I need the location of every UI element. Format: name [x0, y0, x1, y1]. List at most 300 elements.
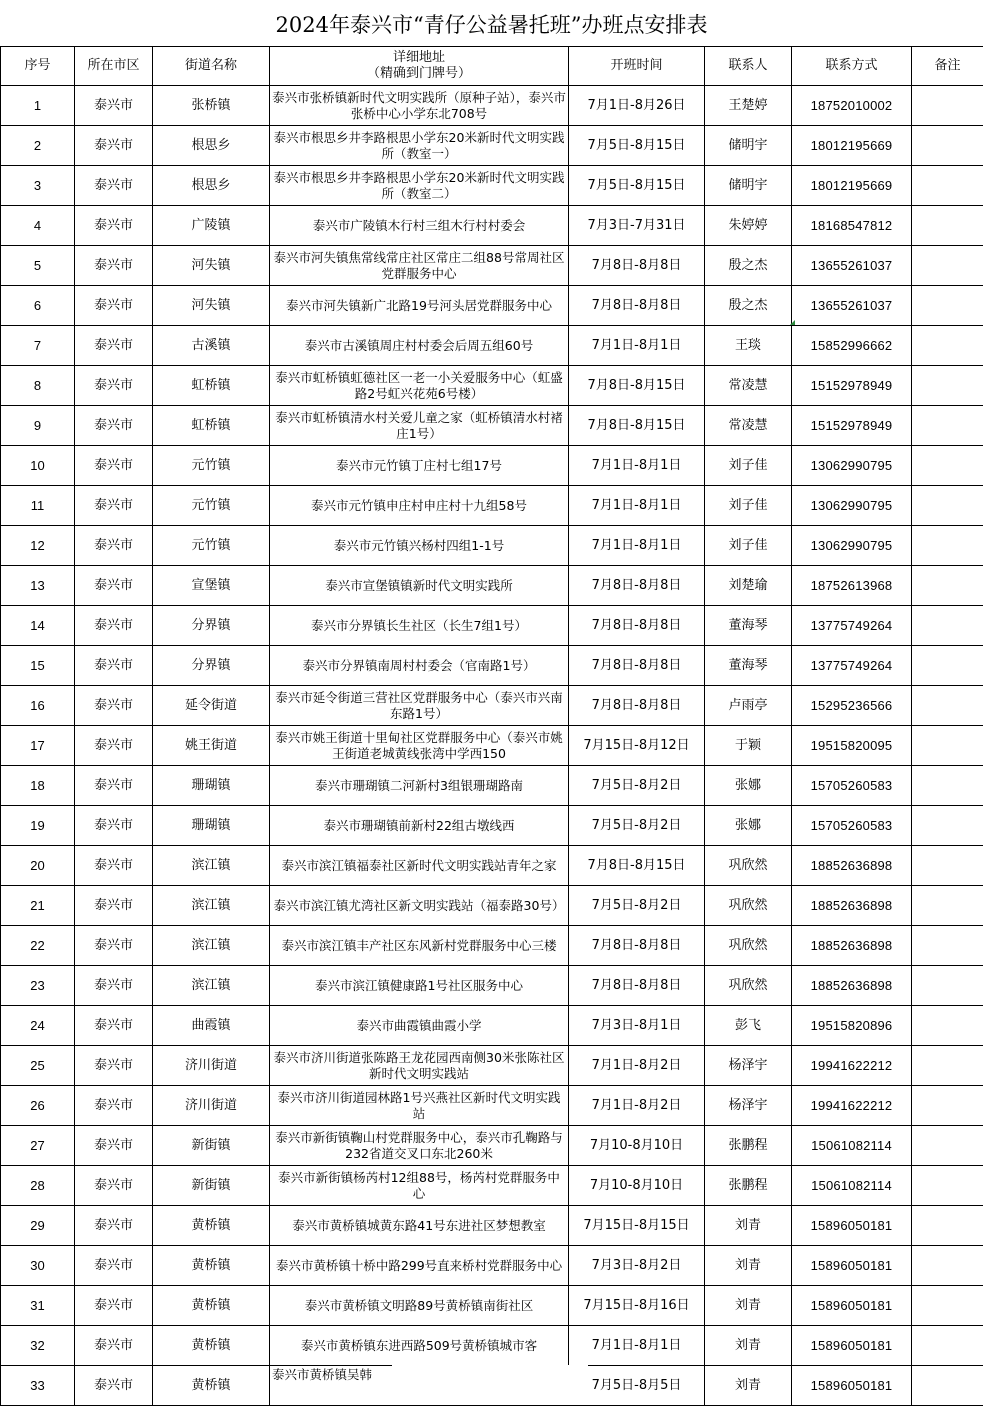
- table-row: [1, 886, 983, 926]
- header-time: 开班时间: [569, 47, 705, 86]
- cell-city: 泰兴市: [75, 406, 153, 446]
- cell-note: [912, 1126, 983, 1166]
- cell-note: [912, 1166, 983, 1206]
- cell-phone: 15152978949: [792, 406, 912, 446]
- cell-time: 7月15日-8月12日: [569, 726, 705, 766]
- cell-city: 泰兴市: [75, 286, 153, 326]
- cell-address: [270, 406, 569, 446]
- cell-time: 7月8日-8月8日: [569, 566, 705, 606]
- cell-phone: 18012195669: [792, 126, 912, 166]
- cell-city: 泰兴市: [75, 1006, 153, 1046]
- address-text: 泰兴市分界镇长生社区（长生7组1号）: [272, 618, 566, 634]
- cell-contact: 常凌慧: [705, 406, 792, 446]
- cell-no: 32: [1, 1326, 75, 1366]
- cell-note: [912, 1206, 983, 1246]
- cell-street: 姚王街道: [153, 726, 270, 766]
- address-text: 泰兴市济川街道张陈路王龙花园西南侧30米张陈社区新时代文明实践站: [272, 1050, 566, 1082]
- cell-street: 新街镇: [153, 1126, 270, 1166]
- cell-comment-marker: [790, 320, 795, 325]
- cell-address: [270, 766, 569, 806]
- cell-no: 33: [1, 1366, 75, 1406]
- cell-phone: 15896050181: [792, 1326, 912, 1366]
- cell-street: 张桥镇: [153, 86, 270, 126]
- cell-city: 泰兴市: [75, 246, 153, 286]
- cell-address: [270, 726, 569, 766]
- cell-phone: 15705260583: [792, 806, 912, 846]
- header-address: [270, 47, 569, 86]
- header-phone: 联系方式: [792, 47, 912, 86]
- table-row: [1, 366, 983, 406]
- cell-time: 7月1日-8月26日: [569, 86, 705, 126]
- cell-no: 11: [1, 486, 75, 526]
- cell-contact: 于颖: [705, 726, 792, 766]
- header-row: [1, 47, 983, 86]
- cell-contact: 卢雨亭: [705, 686, 792, 726]
- cell-city: 泰兴市: [75, 126, 153, 166]
- cell-contact: 刘子佳: [705, 446, 792, 486]
- cell-phone: 13062990795: [792, 446, 912, 486]
- cell-time: 7月1日-8月2日: [569, 1046, 705, 1086]
- cell-street: 黄桥镇: [153, 1286, 270, 1326]
- table-row: [1, 1006, 983, 1046]
- cell-phone: 15852996662: [792, 326, 912, 366]
- table-row: [1, 1046, 983, 1086]
- cell-phone: 15705260583: [792, 766, 912, 806]
- cell-phone: 19941622212: [792, 1046, 912, 1086]
- cell-no: 9: [1, 406, 75, 446]
- table-row: [1, 206, 983, 246]
- cell-street: 分界镇: [153, 646, 270, 686]
- cell-note: [912, 1006, 983, 1046]
- cell-note: [912, 286, 983, 326]
- cell-city: 泰兴市: [75, 646, 153, 686]
- cell-address: [270, 126, 569, 166]
- cell-note: [912, 86, 983, 126]
- table-row: [1, 926, 983, 966]
- cell-note: [912, 206, 983, 246]
- cell-no: 1: [1, 86, 75, 126]
- cell-city: 泰兴市: [75, 1126, 153, 1166]
- address-text: 泰兴市河失镇焦常线常庄社区常庄二组88号常周社区党群服务中心: [272, 250, 566, 282]
- cell-city: 泰兴市: [75, 1086, 153, 1126]
- cell-phone: 15896050181: [792, 1366, 912, 1406]
- address-text: 泰兴市河失镇新广北路19号河头居党群服务中心: [272, 298, 566, 314]
- cell-time: 7月8日-8月8日: [569, 646, 705, 686]
- cell-time: 7月10-8月10日: [569, 1126, 705, 1166]
- cell-address: [270, 1006, 569, 1046]
- cell-phone: 19941622212: [792, 1086, 912, 1126]
- cell-city: 泰兴市: [75, 1366, 153, 1406]
- cell-no: 22: [1, 926, 75, 966]
- cell-note: [912, 1046, 983, 1086]
- cell-phone: 19515820095: [792, 726, 912, 766]
- cell-city: 泰兴市: [75, 566, 153, 606]
- cell-time: 7月15日-8月16日: [569, 1286, 705, 1326]
- address-text: 泰兴市张桥镇新时代文明实践所（原种子站），泰兴市张桥中心小学东北708号: [272, 90, 566, 122]
- address-text: 泰兴市根思乡井李路根思小学东20米新时代文明实践所（教室一）: [272, 130, 566, 162]
- cell-note: [912, 766, 983, 806]
- cell-time: 7月5日-8月5日: [569, 1366, 705, 1406]
- cell-street: 河失镇: [153, 286, 270, 326]
- cell-no: 16: [1, 686, 75, 726]
- address-text: 泰兴市黄桥镇城黄东路41号东进社区梦想教室: [272, 1218, 566, 1234]
- cell-phone: 13655261037: [792, 246, 912, 286]
- cell-contact: 刘青: [705, 1286, 792, 1326]
- cell-street: 黄桥镇: [153, 1366, 270, 1406]
- cell-time: 7月5日-8月2日: [569, 766, 705, 806]
- cell-phone: 15295236566: [792, 686, 912, 726]
- cell-contact: 巩欣然: [705, 886, 792, 926]
- cell-phone: 13775749264: [792, 606, 912, 646]
- cell-time: 7月5日-8月2日: [569, 886, 705, 926]
- cell-note: [912, 806, 983, 846]
- cell-phone: 18852636898: [792, 926, 912, 966]
- cell-no: 25: [1, 1046, 75, 1086]
- table-row: [1, 726, 983, 766]
- cell-no: 14: [1, 606, 75, 646]
- cell-address: [270, 926, 569, 966]
- cell-time: 7月1日-8月1日: [569, 526, 705, 566]
- cell-address: [270, 566, 569, 606]
- cell-no: 6: [1, 286, 75, 326]
- cell-city: 泰兴市: [75, 1166, 153, 1206]
- table-row: [1, 1246, 983, 1286]
- cell-no: 7: [1, 326, 75, 366]
- cell-note: [912, 366, 983, 406]
- cell-time: 7月1日-8月1日: [569, 326, 705, 366]
- cell-phone: 18012195669: [792, 166, 912, 206]
- cell-street: 元竹镇: [153, 526, 270, 566]
- cell-address: [270, 886, 569, 926]
- address-text: 泰兴市宣堡镇镇新时代文明实践所: [272, 578, 566, 594]
- cell-no: 19: [1, 806, 75, 846]
- address-text: 泰兴市滨江镇丰产社区东风新村党群服务中心三楼: [272, 938, 566, 954]
- table-row: [1, 1326, 983, 1366]
- cell-note: [912, 406, 983, 446]
- cell-street: 宣堡镇: [153, 566, 270, 606]
- header-street: 街道名称: [153, 47, 270, 86]
- address-text: 泰兴市济川街道园林路1号兴燕社区新时代文明实践站: [272, 1090, 566, 1122]
- cell-contact: 刘青: [705, 1326, 792, 1366]
- table-row: [1, 126, 983, 166]
- cell-address: [270, 366, 569, 406]
- cell-phone: 15152978949: [792, 366, 912, 406]
- cell-city: 泰兴市: [75, 166, 153, 206]
- cell-time: 7月8日-8月8日: [569, 926, 705, 966]
- table-row: [1, 846, 983, 886]
- cell-address: [270, 1206, 569, 1246]
- cell-phone: 18852636898: [792, 846, 912, 886]
- cell-time: 7月1日-8月1日: [569, 446, 705, 486]
- table-row: [1, 286, 983, 326]
- cell-note: [912, 326, 983, 366]
- cell-contact: 张鹏程: [705, 1126, 792, 1166]
- cell-no: 17: [1, 726, 75, 766]
- cell-time: 7月8日-8月8日: [569, 686, 705, 726]
- cell-city: 泰兴市: [75, 326, 153, 366]
- cell-time: 7月8日-8月8日: [569, 966, 705, 1006]
- cell-street: 滨江镇: [153, 966, 270, 1006]
- cell-no: 30: [1, 1246, 75, 1286]
- cell-contact: 董海琴: [705, 606, 792, 646]
- cell-time: 7月8日-8月8日: [569, 246, 705, 286]
- cell-street: 滨江镇: [153, 846, 270, 886]
- cell-time: 7月1日-8月2日: [569, 1086, 705, 1126]
- cell-phone: 15896050181: [792, 1246, 912, 1286]
- schedule-table: [0, 46, 983, 1406]
- cell-city: 泰兴市: [75, 1326, 153, 1366]
- cell-time: 7月1日-8月1日: [569, 486, 705, 526]
- cell-city: 泰兴市: [75, 926, 153, 966]
- cell-address: [270, 966, 569, 1006]
- cell-no: 29: [1, 1206, 75, 1246]
- address-text: 泰兴市元竹镇申庄村申庄村十九组58号: [272, 498, 566, 514]
- cell-phone: 13655261037: [792, 286, 912, 326]
- cell-phone: 18852636898: [792, 966, 912, 1006]
- cell-note: [912, 446, 983, 486]
- cell-no: 13: [1, 566, 75, 606]
- cell-note: [912, 966, 983, 1006]
- cell-contact: 储明宇: [705, 126, 792, 166]
- cell-time: 7月8日-8月8日: [569, 606, 705, 646]
- cell-contact: 刘楚瑜: [705, 566, 792, 606]
- cell-note: [912, 1286, 983, 1326]
- cell-address: [270, 646, 569, 686]
- cell-phone: 13775749264: [792, 646, 912, 686]
- cell-note: [912, 1246, 983, 1286]
- cell-street: 滨江镇: [153, 926, 270, 966]
- cell-phone: 19515820896: [792, 1006, 912, 1046]
- cell-address: [270, 1046, 569, 1086]
- cell-city: 泰兴市: [75, 686, 153, 726]
- cell-street: 黄桥镇: [153, 1206, 270, 1246]
- cell-no: 2: [1, 126, 75, 166]
- cell-note: [912, 646, 983, 686]
- table-row: [1, 1126, 983, 1166]
- cell-contact: 董海琴: [705, 646, 792, 686]
- cell-no: 24: [1, 1006, 75, 1046]
- address-text: 泰兴市新街镇鞠山村党群服务中心，泰兴市孔鞠路与232省道交叉口东北260米: [272, 1130, 566, 1162]
- table-row: [1, 246, 983, 286]
- table-row: [1, 406, 983, 446]
- cell-street: 珊瑚镇: [153, 806, 270, 846]
- cell-street: 根思乡: [153, 126, 270, 166]
- cell-address: [270, 446, 569, 486]
- address-text: 泰兴市滨江镇福泰社区新时代文明实践站青年之家: [272, 858, 566, 874]
- cell-street: 古溪镇: [153, 326, 270, 366]
- cell-contact: 张娜: [705, 806, 792, 846]
- cell-street: 元竹镇: [153, 446, 270, 486]
- address-text: 泰兴市滨江镇健康路1号社区服务中心: [272, 978, 566, 994]
- cell-city: 泰兴市: [75, 1286, 153, 1326]
- cell-address: [270, 206, 569, 246]
- table-row: [1, 486, 983, 526]
- cell-street: 曲霞镇: [153, 1006, 270, 1046]
- address-text: 泰兴市新街镇杨芮村12组88号，杨芮村党群服务中心: [272, 1170, 566, 1202]
- cell-phone: 18168547812: [792, 206, 912, 246]
- cell-note: [912, 246, 983, 286]
- cell-time: 7月1日-8月1日: [569, 1326, 705, 1366]
- cell-address: [270, 1166, 569, 1206]
- table-body: [1, 86, 983, 1406]
- cell-note: [912, 1366, 983, 1406]
- cell-note: [912, 686, 983, 726]
- cell-contact: 朱婷婷: [705, 206, 792, 246]
- address-text: 泰兴市延令街道三营社区党群服务中心（泰兴市兴南东路1号）: [272, 690, 566, 722]
- cell-time: 7月8日-8月15日: [569, 846, 705, 886]
- cell-contact: 刘青: [705, 1206, 792, 1246]
- cell-city: 泰兴市: [75, 486, 153, 526]
- header-address-line2: （精确到门牌号）: [270, 66, 568, 82]
- address-text: 泰兴市曲霞镇曲霞小学: [272, 1018, 566, 1034]
- address-text: 泰兴市珊瑚镇前新村22组古墩线西: [272, 818, 566, 834]
- cell-address: [270, 526, 569, 566]
- address-text: 泰兴市虹桥镇虹德社区一老一小关爱服务中心（虹盛路2号虹兴花苑6号楼）: [272, 370, 566, 402]
- cell-city: 泰兴市: [75, 206, 153, 246]
- cell-street: 黄桥镇: [153, 1326, 270, 1366]
- header-address-line1: 详细地址: [270, 50, 568, 66]
- header-contact: 联系人: [705, 47, 792, 86]
- cell-phone: 13062990795: [792, 526, 912, 566]
- table-row: [1, 766, 983, 806]
- cell-address: [270, 326, 569, 366]
- table-row: [1, 86, 983, 126]
- table-row: [1, 806, 983, 846]
- cell-city: 泰兴市: [75, 606, 153, 646]
- cell-city: 泰兴市: [75, 526, 153, 566]
- cell-note: [912, 846, 983, 886]
- cell-no: 20: [1, 846, 75, 886]
- address-text: 泰兴市分界镇南周村村委会（官南路1号）: [272, 658, 566, 674]
- cell-contact: 储明宇: [705, 166, 792, 206]
- cell-address: [270, 806, 569, 846]
- cell-phone: 13062990795: [792, 486, 912, 526]
- cell-address: [270, 286, 569, 326]
- cell-no: 18: [1, 766, 75, 806]
- cell-street: 元竹镇: [153, 486, 270, 526]
- cell-contact: 殷之杰: [705, 286, 792, 326]
- cell-note: [912, 606, 983, 646]
- cell-city: 泰兴市: [75, 1246, 153, 1286]
- cell-city: 泰兴市: [75, 1046, 153, 1086]
- cell-city: 泰兴市: [75, 446, 153, 486]
- cell-note: [912, 1326, 983, 1366]
- cell-contact: 王琰: [705, 326, 792, 366]
- cell-contact: 巩欣然: [705, 846, 792, 886]
- cell-city: 泰兴市: [75, 846, 153, 886]
- address-text: 泰兴市根思乡井李路根思小学东20米新时代文明实践所（教室二）: [272, 170, 566, 202]
- cell-address: [270, 1126, 569, 1166]
- cell-street: 济川街道: [153, 1046, 270, 1086]
- cell-note: [912, 926, 983, 966]
- cell-contact: 张鹏程: [705, 1166, 792, 1206]
- cell-address: [270, 606, 569, 646]
- cell-street: 河失镇: [153, 246, 270, 286]
- cell-time: 7月8日-8月15日: [569, 366, 705, 406]
- cell-time: 7月5日-8月15日: [569, 166, 705, 206]
- cell-city: 泰兴市: [75, 1206, 153, 1246]
- cell-street: 分界镇: [153, 606, 270, 646]
- address-text: 泰兴市古溪镇周庄村村委会后周五组60号: [272, 338, 566, 354]
- cell-no: 28: [1, 1166, 75, 1206]
- cell-street: 黄桥镇: [153, 1246, 270, 1286]
- partial-address-text: 泰兴市黄桥镇吴韩: [272, 1366, 372, 1384]
- cell-contact: 巩欣然: [705, 966, 792, 1006]
- cell-note: [912, 526, 983, 566]
- cell-street: 济川街道: [153, 1086, 270, 1126]
- cell-street: 虹桥镇: [153, 406, 270, 446]
- cell-city: 泰兴市: [75, 886, 153, 926]
- address-text: 泰兴市广陵镇木行村三组木行村村委会: [272, 218, 566, 234]
- cell-contact: 刘子佳: [705, 486, 792, 526]
- address-text: 泰兴市黄桥镇十桥中路299号直来桥村党群服务中心: [272, 1258, 566, 1274]
- table-row: [1, 966, 983, 1006]
- cell-phone: 15896050181: [792, 1286, 912, 1326]
- cell-address: [270, 166, 569, 206]
- cell-time: 7月8日-8月15日: [569, 406, 705, 446]
- address-text: 泰兴市姚王街道十里甸社区党群服务中心（泰兴市姚王街道老城黄线张湾中学西150: [272, 730, 566, 762]
- cell-no: 26: [1, 1086, 75, 1126]
- cell-address: [270, 246, 569, 286]
- cell-no: 8: [1, 366, 75, 406]
- cell-time: 7月8日-8月8日: [569, 286, 705, 326]
- cell-no: 21: [1, 886, 75, 926]
- cell-city: 泰兴市: [75, 806, 153, 846]
- cell-street: 珊瑚镇: [153, 766, 270, 806]
- cell-contact: 杨泽宇: [705, 1086, 792, 1126]
- cell-phone: 18752613968: [792, 566, 912, 606]
- address-text: 泰兴市元竹镇丁庄村七组17号: [272, 458, 566, 474]
- cell-street: 虹桥镇: [153, 366, 270, 406]
- cell-no: 23: [1, 966, 75, 1006]
- cell-no: 12: [1, 526, 75, 566]
- table-row: [1, 326, 983, 366]
- cell-contact: 王楚婷: [705, 86, 792, 126]
- table-row: [1, 1086, 983, 1126]
- address-text: 泰兴市元竹镇兴杨村四组1-1号: [272, 538, 566, 554]
- cell-address: [270, 1286, 569, 1326]
- cell-city: 泰兴市: [75, 366, 153, 406]
- cell-street: 新街镇: [153, 1166, 270, 1206]
- cell-address: [270, 86, 569, 126]
- cell-street: 延令街道: [153, 686, 270, 726]
- table-row: [1, 1166, 983, 1206]
- cell-phone: 15061082114: [792, 1166, 912, 1206]
- cell-note: [912, 726, 983, 766]
- cell-address: [270, 1246, 569, 1286]
- header-note: 备注: [912, 47, 983, 86]
- cell-no: 10: [1, 446, 75, 486]
- table-row: [1, 686, 983, 726]
- cell-contact: 张娜: [705, 766, 792, 806]
- table-row: [1, 606, 983, 646]
- cell-contact: 常凌慧: [705, 366, 792, 406]
- table-row: [1, 1206, 983, 1246]
- cell-address: [270, 686, 569, 726]
- cell-street: 根思乡: [153, 166, 270, 206]
- header-city: 所在市区: [75, 47, 153, 86]
- cell-contact: 刘子佳: [705, 526, 792, 566]
- cell-phone: 18852636898: [792, 886, 912, 926]
- cell-no: 3: [1, 166, 75, 206]
- cell-time: 7月3日-8月2日: [569, 1246, 705, 1286]
- cell-address: [270, 486, 569, 526]
- address-text: 泰兴市黄桥镇东进西路509号黄桥镇城市客: [272, 1338, 566, 1354]
- cell-contact: 殷之杰: [705, 246, 792, 286]
- cell-time: 7月3日-8月1日: [569, 1006, 705, 1046]
- cell-contact: 巩欣然: [705, 926, 792, 966]
- cell-city: 泰兴市: [75, 726, 153, 766]
